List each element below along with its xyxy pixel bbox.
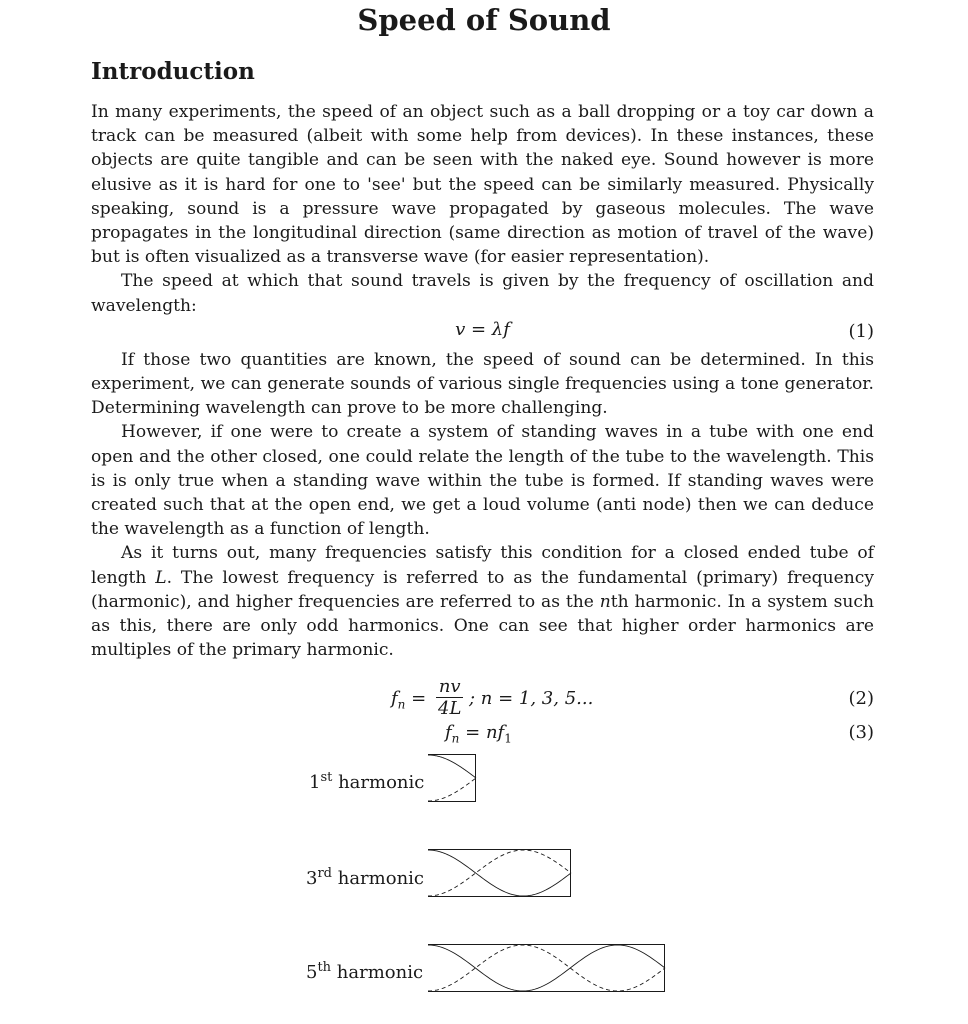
equation-1-number: (1) xyxy=(848,320,874,342)
harmonic-5-label: 5th harmonic xyxy=(306,960,424,983)
equation-3-number: (3) xyxy=(848,722,874,743)
paragraph-1: In many experiments, the speed of an object such as a ball dropping or a toy car down a track can be measured (albeit with some help from devices). In these instances, these objects are quite tangible and can be seen with the naked eye. Sound however is more elusive as it is hard for one to 'see' but the speed can be similarly measured. Physically speaking, sound is a pressure wave propagated by gaseous molecules. The wave propagates in the longitudinal direction (same direction as motion of travel of the wave) but is often visualized as a transverse wave (for easier representation). xyxy=(91,102,874,268)
paragraph-3: If those two quantities are known, the speed of sound can be determined. In this experiment, we can generate sounds of various single frequencies using a tone generator. Determining wavelength can prove to be more challenging. xyxy=(91,349,874,419)
section-heading: Introduction xyxy=(91,58,255,85)
wave-solid xyxy=(428,945,665,991)
harmonic-3-label: 3rd harmonic xyxy=(306,866,424,889)
paragraph-2: The speed at which that sound travels is given by the frequency of oscillation and wavelength: xyxy=(91,271,874,316)
body-text xyxy=(91,100,874,662)
equation-1-body: v = λf xyxy=(455,318,510,340)
harmonic-3-tube-diagram xyxy=(428,849,571,897)
harmonic-1-label: 1st harmonic xyxy=(309,770,425,793)
harmonic-1-tube-diagram xyxy=(428,754,476,802)
wave-solid xyxy=(428,850,571,896)
harmonic-5-tube-diagram xyxy=(428,944,665,992)
page-title: Speed of Sound xyxy=(357,3,611,37)
equation-1 xyxy=(91,318,874,348)
paragraph-4: However, if one were to create a system of standing waves in a tube with one end open and the other closed, one could relate the length of the tube to the wavelength. This is is only true when a standing wave within the tube is formed. If standing waves were created such that at the open end, we get a loud volume (anti node) then we can deduce the wavelength as a function of length. xyxy=(91,422,874,540)
equation-2-number: (2) xyxy=(848,688,874,709)
paragraph-5: As it turns out, many frequencies satisfy this condition for a closed ended tube of length L. The lowest frequency is referred to as the fundamental (primary) frequency (harmonic), and higher frequencies are referred to as the nth harmonic. In a system such as this, there are only odd harmonics. One can see that higher order harmonics are multiples of the primary harmonic. xyxy=(91,543,874,661)
wave-dashed xyxy=(428,778,476,801)
wave-solid xyxy=(428,755,476,778)
equation-2-fraction: $\frac{nv}{4L}$ xyxy=(438,676,462,719)
